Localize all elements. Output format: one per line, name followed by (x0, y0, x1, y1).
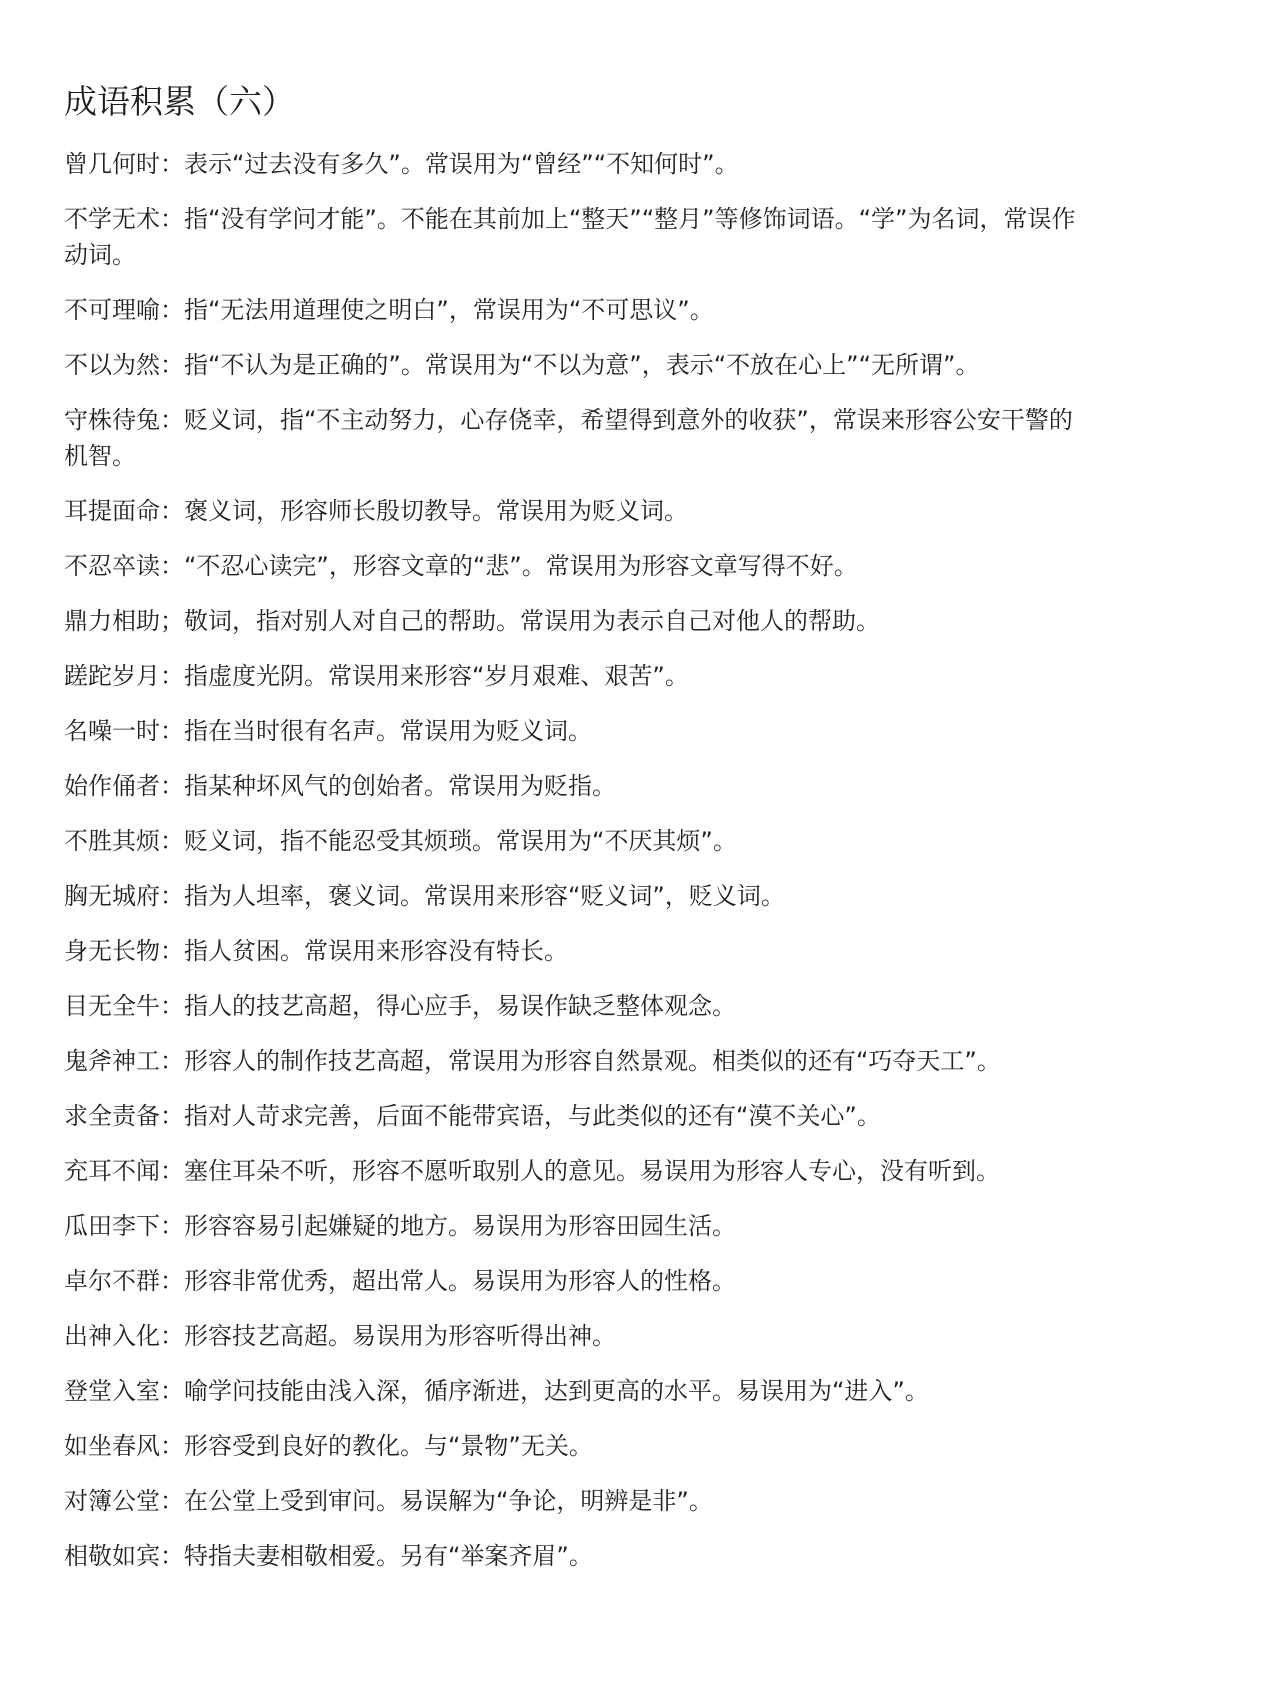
idiom-term: 身无长物： (64, 937, 184, 965)
idiom-term: 不忍卒读： (64, 552, 184, 580)
idiom-entry (64, 402, 1094, 474)
idiom-definition: 指某种坏风气的创始者。常误用为贬指。 (184, 772, 616, 800)
idiom-entry (64, 1428, 1094, 1464)
idiom-term: 相敬如宾： (64, 1542, 184, 1570)
idiom-definition: 指对人苛求完善，后面不能带宾语，与此类似的还有“漠不关心”。 (184, 1102, 881, 1130)
idiom-term: 耳提面命： (64, 497, 184, 525)
idiom-term: 不胜其烦： (64, 827, 184, 855)
idiom-definition: 指为人坦率，褒义词。常误用来形容“贬义词”，贬义词。 (184, 882, 785, 910)
idiom-term: 蹉跎岁月： (64, 662, 184, 690)
idiom-definition: 敬词，指对别人对自己的帮助。常误用为表示自己对他人的帮助。 (184, 607, 880, 635)
idiom-entry (64, 1208, 1094, 1244)
idiom-entry (64, 1263, 1094, 1299)
idiom-definition: 特指夫妻相敬相爱。另有“举案齐眉”。 (184, 1542, 593, 1570)
idiom-term: 胸无城府： (64, 882, 184, 910)
idiom-definition: 形容非常优秀，超出常人。易误用为形容人的性格。 (184, 1267, 736, 1295)
idiom-entry (64, 146, 1094, 182)
idiom-entry (64, 823, 1094, 859)
idiom-definition: 塞住耳朵不听，形容不愿听取别人的意见。易误用为形容人专心，没有听到。 (184, 1157, 1000, 1185)
idiom-definition: 指人贫困。常误用来形容没有特长。 (184, 937, 568, 965)
idiom-term: 瓜田李下： (64, 1212, 184, 1240)
idiom-definition: 表示“过去没有多久”。常误用为“曾经”“不知何时”。 (184, 150, 739, 178)
idiom-term: 不可理喻： (64, 296, 184, 324)
idiom-entry (64, 768, 1094, 804)
idiom-term: 求全责备： (64, 1102, 184, 1130)
idiom-definition: 喻学问技能由浅入深，循序渐进，达到更高的水平。易误用为“进入”。 (184, 1377, 929, 1405)
idiom-definition: 形容容易引起嫌疑的地方。易误用为形容田园生活。 (184, 1212, 736, 1240)
idiom-entry (64, 201, 1094, 273)
page-title: 成语积累（六） (64, 82, 295, 121)
idiom-term: 目无全牛： (64, 992, 184, 1020)
idiom-entry (64, 1538, 1094, 1574)
idiom-term: 不学无术： (64, 205, 184, 233)
idiom-term: 始作俑者： (64, 772, 184, 800)
idiom-term: 曾几何时： (64, 150, 184, 178)
idiom-term: 对簿公堂： (64, 1487, 184, 1515)
idiom-term: 登堂入室： (64, 1377, 184, 1405)
idiom-entry (64, 658, 1094, 694)
idiom-entry (64, 1043, 1094, 1079)
idiom-entry (64, 933, 1094, 969)
idiom-definition: 形容受到良好的教化。与“景物”无关。 (184, 1432, 593, 1460)
idiom-definition: 贬义词，指“不主动努力，心存侥幸，希望得到意外的收获”，常误来形容公安干警的机智。 (64, 406, 1073, 470)
idiom-entry (64, 548, 1094, 584)
idiom-definition: 指虚度光阴。常误用来形容“岁月艰难、艰苦”。 (184, 662, 689, 690)
idiom-definition: 指“不认为是正确的”。常误用为“不以为意”，表示“不放在心上”“无所谓”。 (184, 351, 980, 379)
idiom-term: 如坐春风： (64, 1432, 184, 1460)
idiom-definition: 形容人的制作技艺高超，常误用为形容自然景观。相类似的还有“巧夺天工”。 (184, 1047, 1001, 1075)
idiom-definition: 形容技艺高超。易误用为形容听得出神。 (184, 1322, 616, 1350)
idiom-term: 守株待兔： (64, 406, 184, 434)
idiom-definition: 褒义词，形容师长殷切教导。常误用为贬义词。 (184, 497, 688, 525)
idiom-entry (64, 603, 1094, 639)
idiom-entry (64, 988, 1094, 1024)
idiom-term: 出神入化： (64, 1322, 184, 1350)
idiom-term: 充耳不闻： (64, 1157, 184, 1185)
idiom-term: 名噪一时： (64, 717, 184, 745)
idiom-entry (64, 1373, 1094, 1409)
idiom-definition: 指人的技艺高超，得心应手，易误作缺乏整体观念。 (184, 992, 736, 1020)
idiom-entry (64, 493, 1094, 529)
idiom-entry (64, 292, 1094, 328)
idiom-entry (64, 713, 1094, 749)
idiom-term: 卓尔不群： (64, 1267, 184, 1295)
idiom-entry (64, 878, 1094, 914)
idiom-definition: 指“没有学问才能”。不能在其前加上“整天”“整月”等修饰词语。“学”为名词，常误作动词。 (64, 205, 1076, 269)
idiom-entry (64, 1318, 1094, 1354)
idiom-entry (64, 347, 1094, 383)
idiom-definition: 指“无法用道理使之明白”，常误用为“不可思议”。 (184, 296, 714, 324)
idiom-entry (64, 1153, 1094, 1189)
idiom-term: 鬼斧神工： (64, 1047, 184, 1075)
idiom-term: 不以为然： (64, 351, 184, 379)
idiom-list (64, 146, 1094, 1574)
idiom-term: 鼎力相助； (64, 607, 184, 635)
idiom-definition: 在公堂上受到审问。易误解为“争论，明辨是非”。 (184, 1487, 713, 1515)
idiom-definition: “不忍心读完”，形容文章的“悲”。常误用为形容文章写得不好。 (184, 552, 858, 580)
idiom-entry (64, 1483, 1094, 1519)
idiom-entry (64, 1098, 1094, 1134)
idiom-definition: 贬义词，指不能忍受其烦琐。常误用为“不厌其烦”。 (184, 827, 737, 855)
idiom-definition: 指在当时很有名声。常误用为贬义词。 (184, 717, 592, 745)
